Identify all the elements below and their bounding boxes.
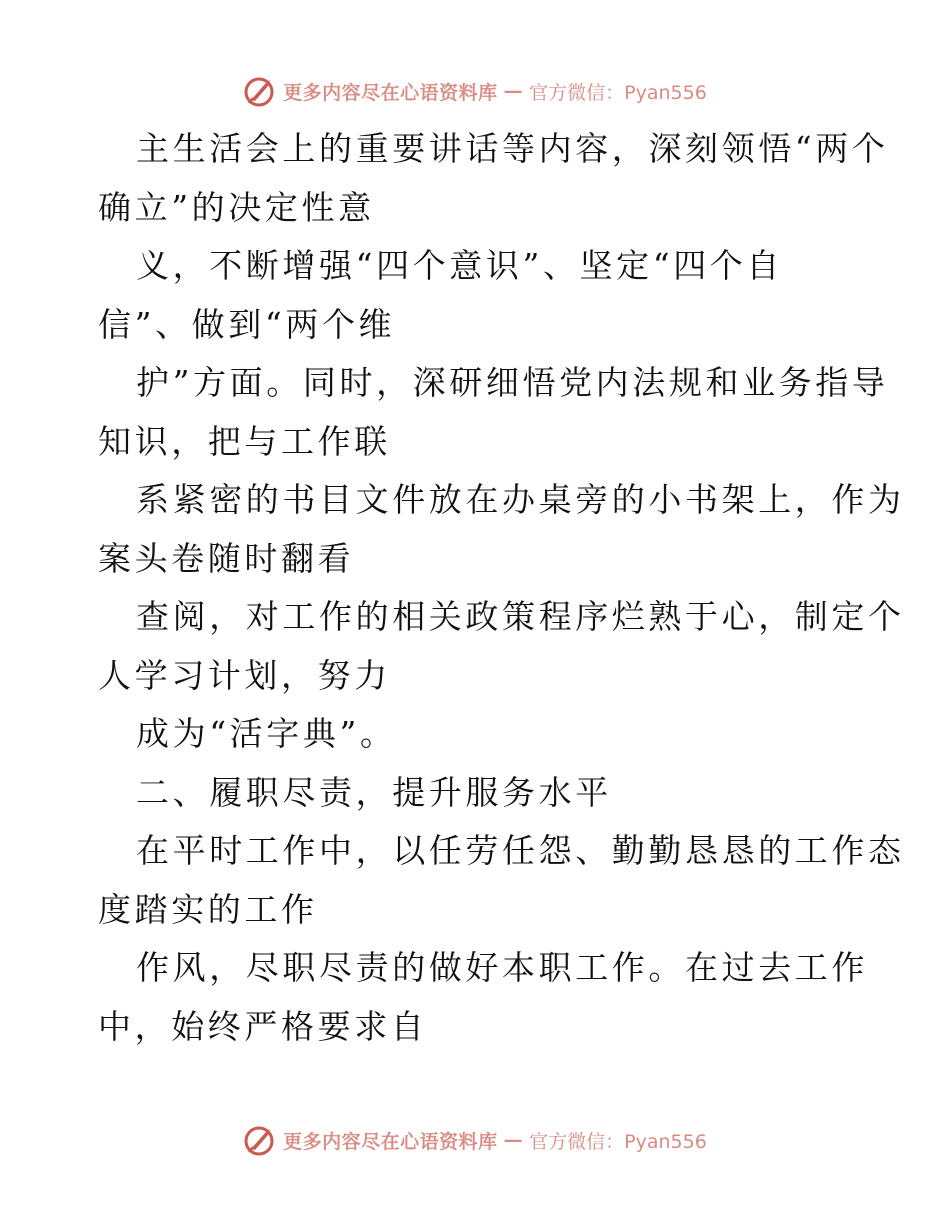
- text-line: 成为“活字典”。: [136, 714, 397, 753]
- text-line: 义，不断增强“四个意识”、坚定“四个自: [136, 246, 784, 285]
- watermark-dash: —: [503, 80, 524, 102]
- text-line: 作风，尽职尽责的做好本职工作。在过去工作: [136, 948, 868, 987]
- text-line: 度踏实的工作: [98, 889, 318, 929]
- pen-nib-logo-icon: [243, 1123, 277, 1157]
- text-line: 系紧密的书目文件放在办桌旁的小书架上，作为: [136, 480, 905, 519]
- watermark-dash: —: [503, 1129, 524, 1151]
- watermark-text: 更多内容尽在心语资料库: [283, 1130, 498, 1153]
- text-line: 确立”的决定性意: [98, 187, 375, 227]
- section-heading: 二、履职尽责，提升服务水平: [136, 772, 612, 812]
- text-line: 案头卷随时翻看: [98, 538, 355, 578]
- text-line: 信”、做到“两个维: [98, 304, 396, 344]
- text-line: 人学习计划，努力: [98, 655, 391, 695]
- header-watermark: [0, 71, 950, 111]
- watermark-suffix: 官方微信：Pyan556: [529, 1130, 707, 1153]
- text-line: 中，始终严格要求自: [98, 1006, 428, 1046]
- pen-nib-logo-icon: [243, 74, 277, 108]
- text-line: 主生活会上的重要讲话等内容，深刻领悟“两个: [136, 129, 889, 168]
- watermark-suffix: 官方微信：Pyan556: [529, 81, 707, 104]
- text-line: 护”方面。同时，深研细悟党内法规和业务指导: [136, 363, 889, 402]
- document-body: [98, 120, 905, 1056]
- watermark-text: 更多内容尽在心语资料库: [283, 81, 498, 104]
- text-line: 在平时工作中，以任劳任怨、勤勤恳恳的工作态: [136, 831, 905, 870]
- text-line: 知识，把与工作联: [98, 421, 391, 461]
- footer-watermark: [0, 1120, 950, 1160]
- text-line: 查阅，对工作的相关政策程序烂熟于心，制定个: [136, 597, 905, 636]
